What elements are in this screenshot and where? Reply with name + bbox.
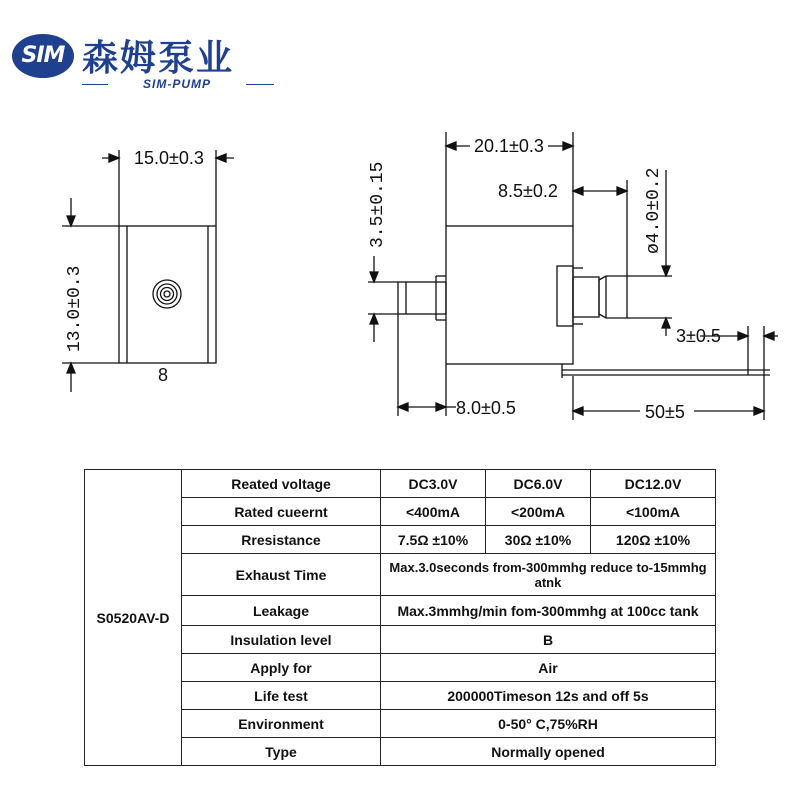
param-cell: Apply for — [182, 654, 381, 682]
value-cell: DC3.0V — [381, 470, 486, 498]
brand-name-en: SIM-PUMP — [143, 77, 211, 91]
value-cell: Max.3.0seconds from-300mmhg reduce to-15mmhg atnk — [381, 554, 716, 596]
brand-name-cn: 森姆泵业 — [82, 38, 235, 79]
wire-strip-label: 3±0.5 — [676, 326, 721, 346]
side-nozzle-diameter-label: ø4.0±0.2 — [644, 167, 664, 254]
front-width-label: 15.0±0.3 — [134, 148, 204, 168]
side-nozzle-offset-label: 8.5±0.2 — [498, 181, 558, 201]
table-row — [85, 470, 716, 498]
value-cell: 0-50° C,75%RH — [381, 710, 716, 738]
front-bottom-mark: 8 — [158, 365, 169, 385]
side-left-nozzle-length-label: 8.0±0.5 — [456, 398, 516, 418]
value-cell: 30Ω ±10% — [486, 526, 591, 554]
wire-length-label: 50±5 — [645, 402, 685, 422]
param-cell: Rresistance — [182, 526, 381, 554]
param-cell: Exhaust Time — [182, 554, 381, 596]
value-cell: DC6.0V — [486, 470, 591, 498]
side-wires — [562, 364, 770, 378]
front-height-label: 13.0±0.3 — [65, 265, 85, 352]
value-cell: <400mA — [381, 498, 486, 526]
front-nozzle-port — [153, 280, 181, 308]
value-cell: 200000Timeson 12s and off 5s — [381, 682, 716, 710]
param-cell: Life test — [182, 682, 381, 710]
side-body-outline — [446, 226, 573, 364]
value-cell: <200mA — [486, 498, 591, 526]
spec-table — [84, 469, 716, 766]
value-cell: DC12.0V — [591, 470, 716, 498]
param-cell: Leakage — [182, 596, 381, 626]
side-view — [368, 132, 778, 420]
value-cell: Max.3mmhg/min fom-300mmhg at 100cc tank — [381, 596, 716, 626]
front-body-outline — [119, 226, 216, 363]
param-cell: Reated voltage — [182, 470, 381, 498]
front-view — [62, 150, 234, 392]
value-cell: B — [381, 626, 716, 654]
param-cell: Rated cueernt — [182, 498, 381, 526]
param-cell: Environment — [182, 710, 381, 738]
side-left-nozzle-label: 3.5±0.15 — [368, 161, 388, 248]
model-cell: S0520AV-D — [85, 470, 182, 766]
value-cell: Air — [381, 654, 716, 682]
param-cell: Type — [182, 738, 381, 766]
param-cell: Insulation level — [182, 626, 381, 654]
logo-mark: SIM — [12, 34, 74, 78]
side-length-label: 20.1±0.3 — [474, 136, 544, 156]
side-left-nozzle — [398, 276, 446, 320]
value-cell: Normally opened — [381, 738, 716, 766]
value-cell: 7.5Ω ±10% — [381, 526, 486, 554]
side-right-nozzle — [557, 266, 627, 326]
value-cell: <100mA — [591, 498, 716, 526]
value-cell: 120Ω ±10% — [591, 526, 716, 554]
